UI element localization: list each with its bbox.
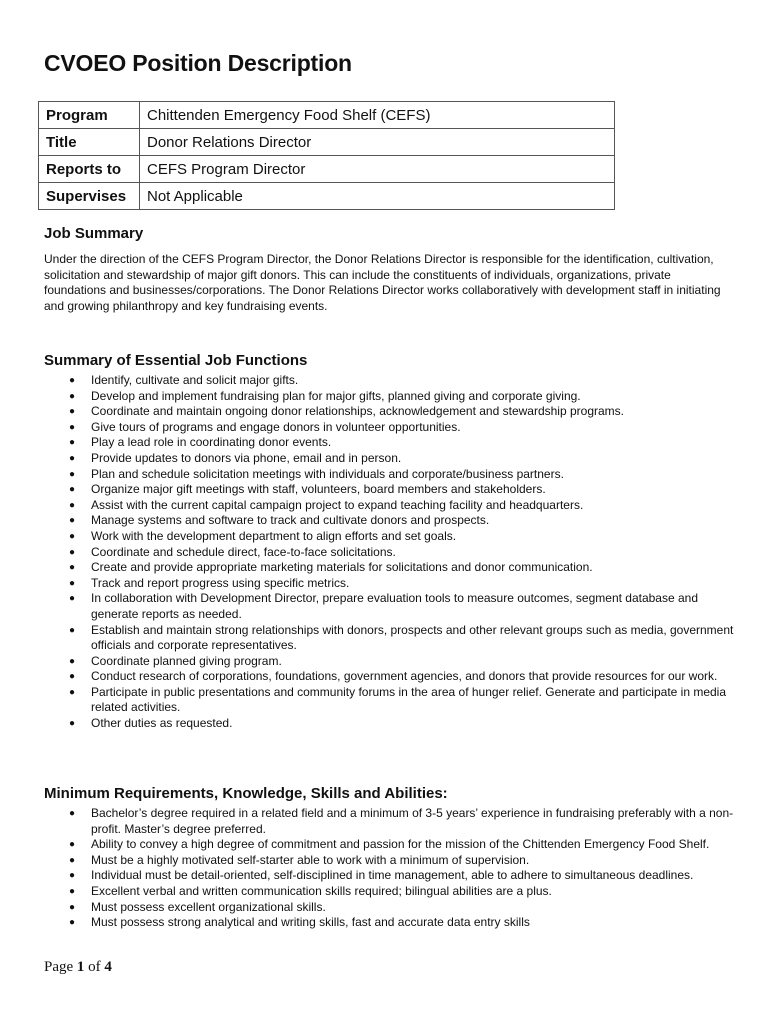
list-item: ● Must possess excellent organizational skills. bbox=[69, 899, 326, 914]
page-number: 1 bbox=[76, 959, 85, 975]
bullet-icon: ● bbox=[69, 562, 76, 574]
list-item: ● Must possess strong analytical and writing skills, fast and accurate data entry skills bbox=[69, 915, 530, 930]
list-item: ● Bachelor’s degree required in a related field and a minimum of 3-5 years’ experience in fundraising preferably with a non-profit. Master’s degree preferred. bbox=[69, 806, 734, 836]
bullet-icon: ● bbox=[69, 917, 76, 929]
page-footer bbox=[44, 959, 112, 976]
bullet-icon: ● bbox=[69, 655, 76, 667]
bullet-icon: ● bbox=[69, 468, 76, 480]
of-word: of bbox=[88, 959, 101, 975]
bullet-icon: ● bbox=[69, 390, 76, 402]
bullet-icon: ● bbox=[69, 839, 76, 851]
list-item: ● Participate in public presentations and community forums in the area of hunger relief. Generate and participate in media related activities. bbox=[69, 684, 727, 715]
list-item: ● Develop and implement fundraising plan for major gifts, planned giving and corporate giving. bbox=[69, 388, 581, 403]
list-item: ● Give tours of programs and engage donors in volunteer opportunities. bbox=[69, 419, 461, 434]
list-item: ● Coordinate and schedule direct, face-to-face solicitations. bbox=[69, 544, 396, 559]
bullet-icon: ● bbox=[69, 546, 76, 558]
list-item: ● Provide updates to donors via phone, email and in person. bbox=[69, 450, 402, 465]
title-value: Donor Relations Director bbox=[140, 129, 615, 156]
table-row bbox=[39, 129, 615, 156]
list-item: ● Must be a highly motivated self-starter able to work with a minimum of supervision. bbox=[69, 852, 530, 867]
table-row bbox=[39, 183, 615, 210]
list-item: ● Work with the development department to align efforts and set goals. bbox=[69, 528, 457, 543]
bullet-icon: ● bbox=[69, 421, 76, 433]
supervises-label: Supervises bbox=[39, 183, 140, 210]
bullet-icon: ● bbox=[69, 901, 76, 913]
list-item: ● Track and report progress using specific metrics. bbox=[69, 575, 350, 590]
program-value: Chittenden Emergency Food Shelf (CEFS) bbox=[140, 102, 615, 129]
bullet-icon: ● bbox=[69, 375, 76, 386]
bullet-icon: ● bbox=[69, 577, 76, 589]
reports-to-label: Reports to bbox=[39, 156, 140, 183]
page-title: CVOEO Position Description bbox=[44, 50, 352, 76]
requirements-heading: Minimum Requirements, Knowledge, Skills and Abilities: bbox=[44, 785, 448, 802]
list-item: ● Assist with the current capital campaign project to expand teaching facility and headquarters. bbox=[69, 497, 584, 512]
bullet-icon: ● bbox=[69, 452, 76, 464]
bullet-icon: ● bbox=[69, 530, 76, 542]
bullet-icon: ● bbox=[69, 870, 76, 882]
bullet-icon: ● bbox=[69, 718, 76, 730]
list-item: ● Ability to convey a high degree of commitment and passion for the mission of the Chittenden Emergency Food Shelf. bbox=[69, 837, 710, 852]
page-total: 4 bbox=[104, 959, 112, 975]
job-summary-heading: Job Summary bbox=[44, 225, 144, 242]
list-item: ● Coordinate and maintain ongoing donor relationships, acknowledgement and stewardship programs. bbox=[69, 404, 624, 419]
list-item: ● Organize major gift meetings with staff, volunteers, board members and stakeholders. bbox=[69, 482, 546, 497]
bullet-icon: ● bbox=[69, 406, 76, 418]
title-label: Title bbox=[39, 129, 140, 156]
bullet-icon: ● bbox=[69, 484, 76, 496]
bullet-icon: ● bbox=[69, 624, 76, 636]
list-item: ● Play a lead role in coordinating donor events. bbox=[69, 435, 332, 450]
essential-functions-list bbox=[44, 373, 734, 732]
program-label: Program bbox=[39, 102, 140, 129]
page-word: Page bbox=[44, 959, 74, 975]
list-item: ● Create and provide appropriate marketing materials for solicitations and donor communication. bbox=[69, 560, 593, 575]
list-item: ● Excellent verbal and written communication skills required; bilingual abilities are a plus. bbox=[69, 883, 552, 898]
list-item: ● Manage systems and software to track and cultivate donors and prospects. bbox=[69, 513, 490, 528]
bullet-icon: ● bbox=[69, 671, 76, 683]
list-item: ● In collaboration with Development Director, prepare evaluation tools to measure outcomes, segment database and generate reports as needed. bbox=[69, 591, 699, 621]
requirements-list bbox=[44, 806, 734, 931]
list-item: ● Individual must be detail-oriented, self-disciplined in time management, able to adhere to simultaneous deadlines. bbox=[69, 868, 694, 883]
bullet-icon: ● bbox=[69, 593, 76, 605]
bullet-icon: ● bbox=[69, 515, 76, 527]
table-row bbox=[39, 156, 615, 183]
table-row bbox=[39, 102, 615, 129]
bullet-icon: ● bbox=[69, 437, 76, 449]
bullet-icon: ● bbox=[69, 686, 76, 698]
supervises-value: Not Applicable bbox=[140, 183, 615, 210]
list-item: ● Coordinate planned giving program. bbox=[69, 653, 282, 668]
bullet-icon: ● bbox=[69, 808, 76, 819]
job-summary-text: Under the direction of the CEFS Program Director, the Donor Relations Director is responsible for the identification, cultivation, solicitation and stewardship of major gift donors. This can include the constituents of individuals, organizations, private foundations and businesses/corporations. The Donor Relations Director works collaboratively with development staff in initiating and growing philanthropy and key fundraising events. bbox=[44, 252, 721, 313]
list-item: ● Other duties as requested. bbox=[69, 716, 233, 731]
essential-functions-heading: Summary of Essential Job Functions bbox=[44, 352, 308, 369]
bullet-icon: ● bbox=[69, 499, 76, 511]
list-item: ● Conduct research of corporations, foundations, government agencies, and donors that provide resources for our work. bbox=[69, 669, 718, 684]
bullet-icon: ● bbox=[69, 854, 76, 866]
list-item: ● Identify, cultivate and solicit major gifts. bbox=[69, 373, 299, 387]
list-item: ● Plan and schedule solicitation meetings with individuals and corporate/business partners. bbox=[69, 466, 564, 481]
reports-to-value: CEFS Program Director bbox=[140, 156, 615, 183]
position-info-table bbox=[38, 101, 615, 210]
bullet-icon: ● bbox=[69, 885, 76, 897]
list-item: ● Establish and maintain strong relationships with donors, prospects and other relevant groups such as media, government officials and corporate representatives. bbox=[69, 622, 734, 653]
